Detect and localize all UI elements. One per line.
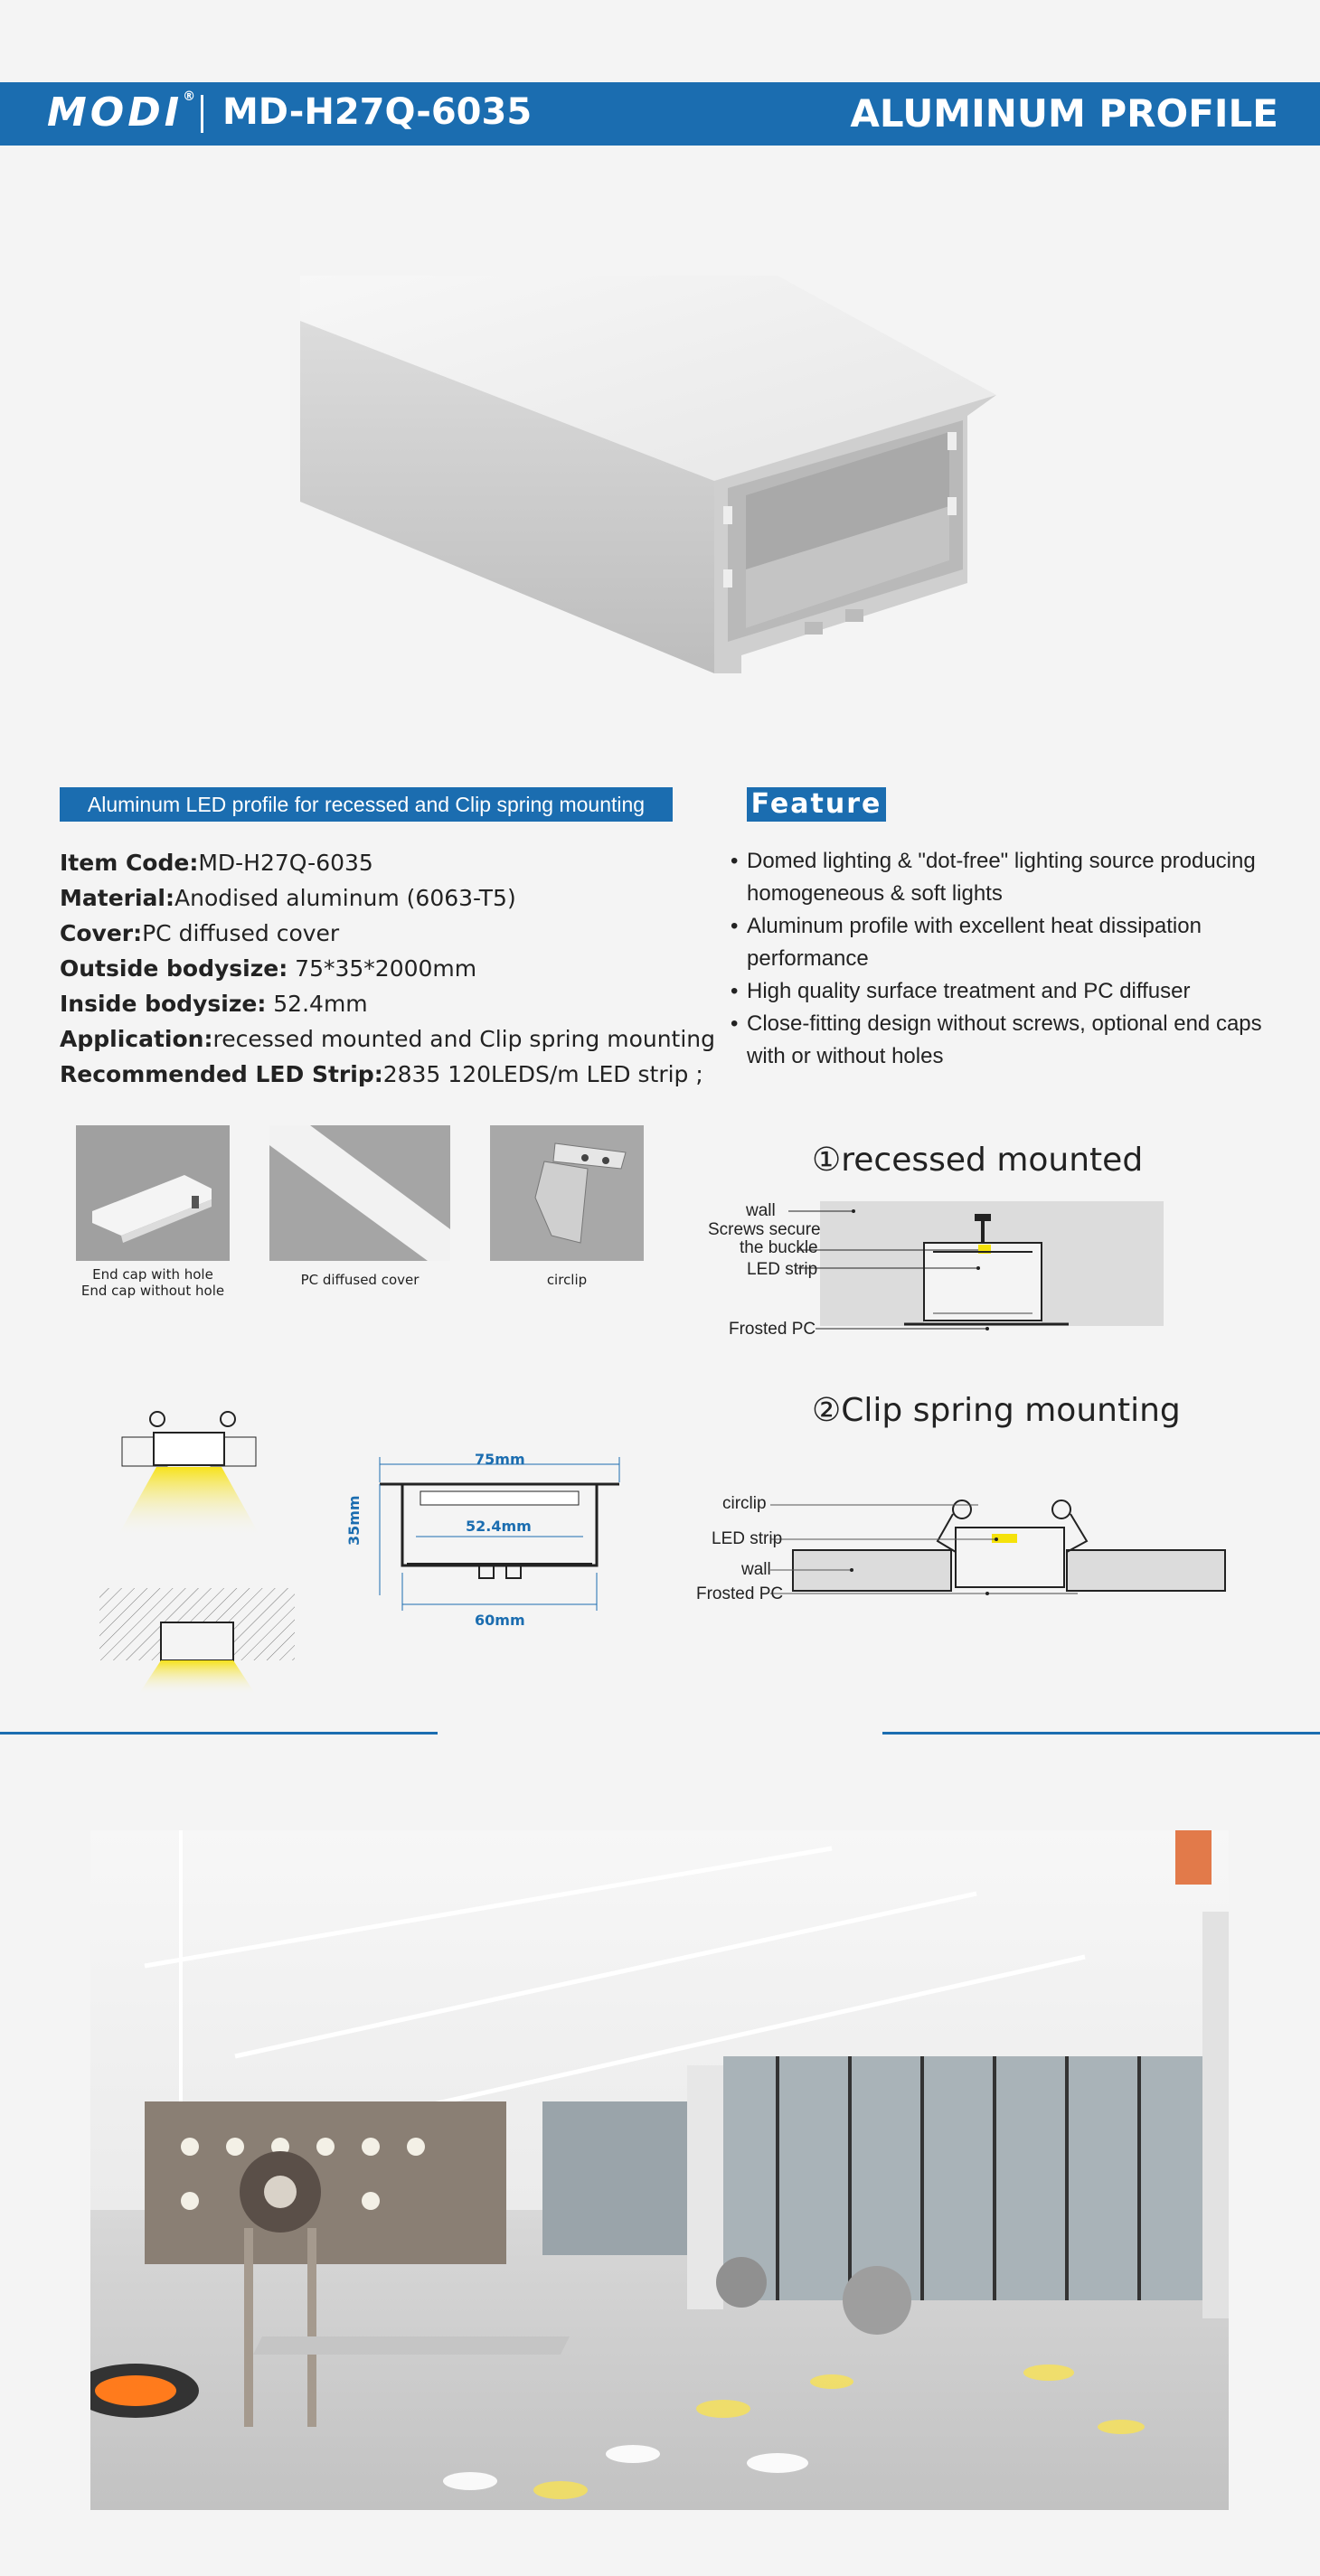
description-tag: Aluminum LED profile for recessed and Clip spring mounting bbox=[60, 787, 673, 822]
diffused-cover-image bbox=[269, 1125, 450, 1261]
header-bar bbox=[0, 82, 1320, 146]
clip-circlip-label: circlip bbox=[722, 1494, 767, 1513]
dim-inner-width: 52.4mm bbox=[466, 1518, 532, 1535]
recessed-light-illustration bbox=[98, 1586, 297, 1704]
end-cap-image bbox=[76, 1125, 230, 1261]
spec-application: Application:recessed mounted and Clip spring mounting bbox=[60, 1026, 716, 1052]
clip-led-label: LED strip bbox=[712, 1529, 783, 1548]
clip-diagram bbox=[707, 1487, 1231, 1604]
recessed-title: ①recessed mounted bbox=[812, 1142, 1144, 1179]
feature-item: • Close-fitting design without screws, optional end caps with or without holes bbox=[734, 1008, 1286, 1073]
model-number: MD-H27Q-6035 bbox=[222, 91, 533, 133]
header-divider bbox=[201, 95, 203, 133]
recessed-frosted-label: Frosted PC bbox=[729, 1320, 816, 1339]
section-divider-right bbox=[882, 1732, 1320, 1735]
diffused-cover-caption: PC diffused cover bbox=[300, 1272, 420, 1288]
page-title: ALUMINUM PROFILE bbox=[850, 91, 1278, 136]
spec-outside-size: Outside bodysize: 75*35*2000mm bbox=[60, 955, 477, 982]
circlip-image bbox=[490, 1125, 644, 1261]
dim-outer-width: 75mm bbox=[475, 1451, 525, 1468]
dim-base-width: 60mm bbox=[475, 1612, 525, 1629]
recessed-wall-label: wall bbox=[746, 1201, 776, 1220]
spec-material: Material:Anodised aluminum (6063-T5) bbox=[60, 885, 516, 911]
dimension-drawing bbox=[353, 1446, 633, 1636]
feature-list bbox=[734, 845, 1286, 1073]
brand-logo: MODI® bbox=[47, 89, 200, 136]
feature-item: • Aluminum profile with excellent heat dissipation performance bbox=[734, 910, 1286, 975]
clip-frosted-label: Frosted PC bbox=[696, 1584, 784, 1603]
feature-tag: Feature bbox=[747, 787, 886, 822]
clip-wall-label: wall bbox=[741, 1560, 771, 1579]
spec-inside-size: Inside bodysize: 52.4mm bbox=[60, 991, 368, 1017]
recessed-buckle-label: the buckle bbox=[740, 1238, 818, 1257]
circlip-caption: circlip bbox=[546, 1272, 588, 1288]
section-divider-left bbox=[0, 1732, 438, 1735]
recessed-led-label: LED strip bbox=[747, 1260, 818, 1279]
feature-item: • Domed lighting & "dot-free" lighting source producing homogeneous & soft lights bbox=[734, 845, 1286, 910]
profile-product-image bbox=[298, 271, 1013, 678]
recessed-screws-label: Screws secure bbox=[708, 1220, 821, 1239]
spec-item-code: Item Code:MD-H27Q-6035 bbox=[60, 850, 373, 876]
dim-height: 35mm bbox=[345, 1495, 363, 1546]
clip-light-illustration bbox=[98, 1396, 278, 1550]
spec-led-strip: Recommended LED Strip:2835 120LEDS/m LED strip ; bbox=[60, 1061, 703, 1087]
spec-cover: Cover:PC diffused cover bbox=[60, 920, 340, 946]
feature-item: • High quality surface treatment and PC diffuser bbox=[734, 975, 1286, 1008]
spec-list bbox=[60, 845, 747, 1092]
end-cap-caption: End cap with hole End cap without hole bbox=[80, 1266, 225, 1299]
clip-title: ②Clip spring mounting bbox=[812, 1392, 1181, 1429]
application-scene-photo bbox=[90, 1830, 1229, 2510]
